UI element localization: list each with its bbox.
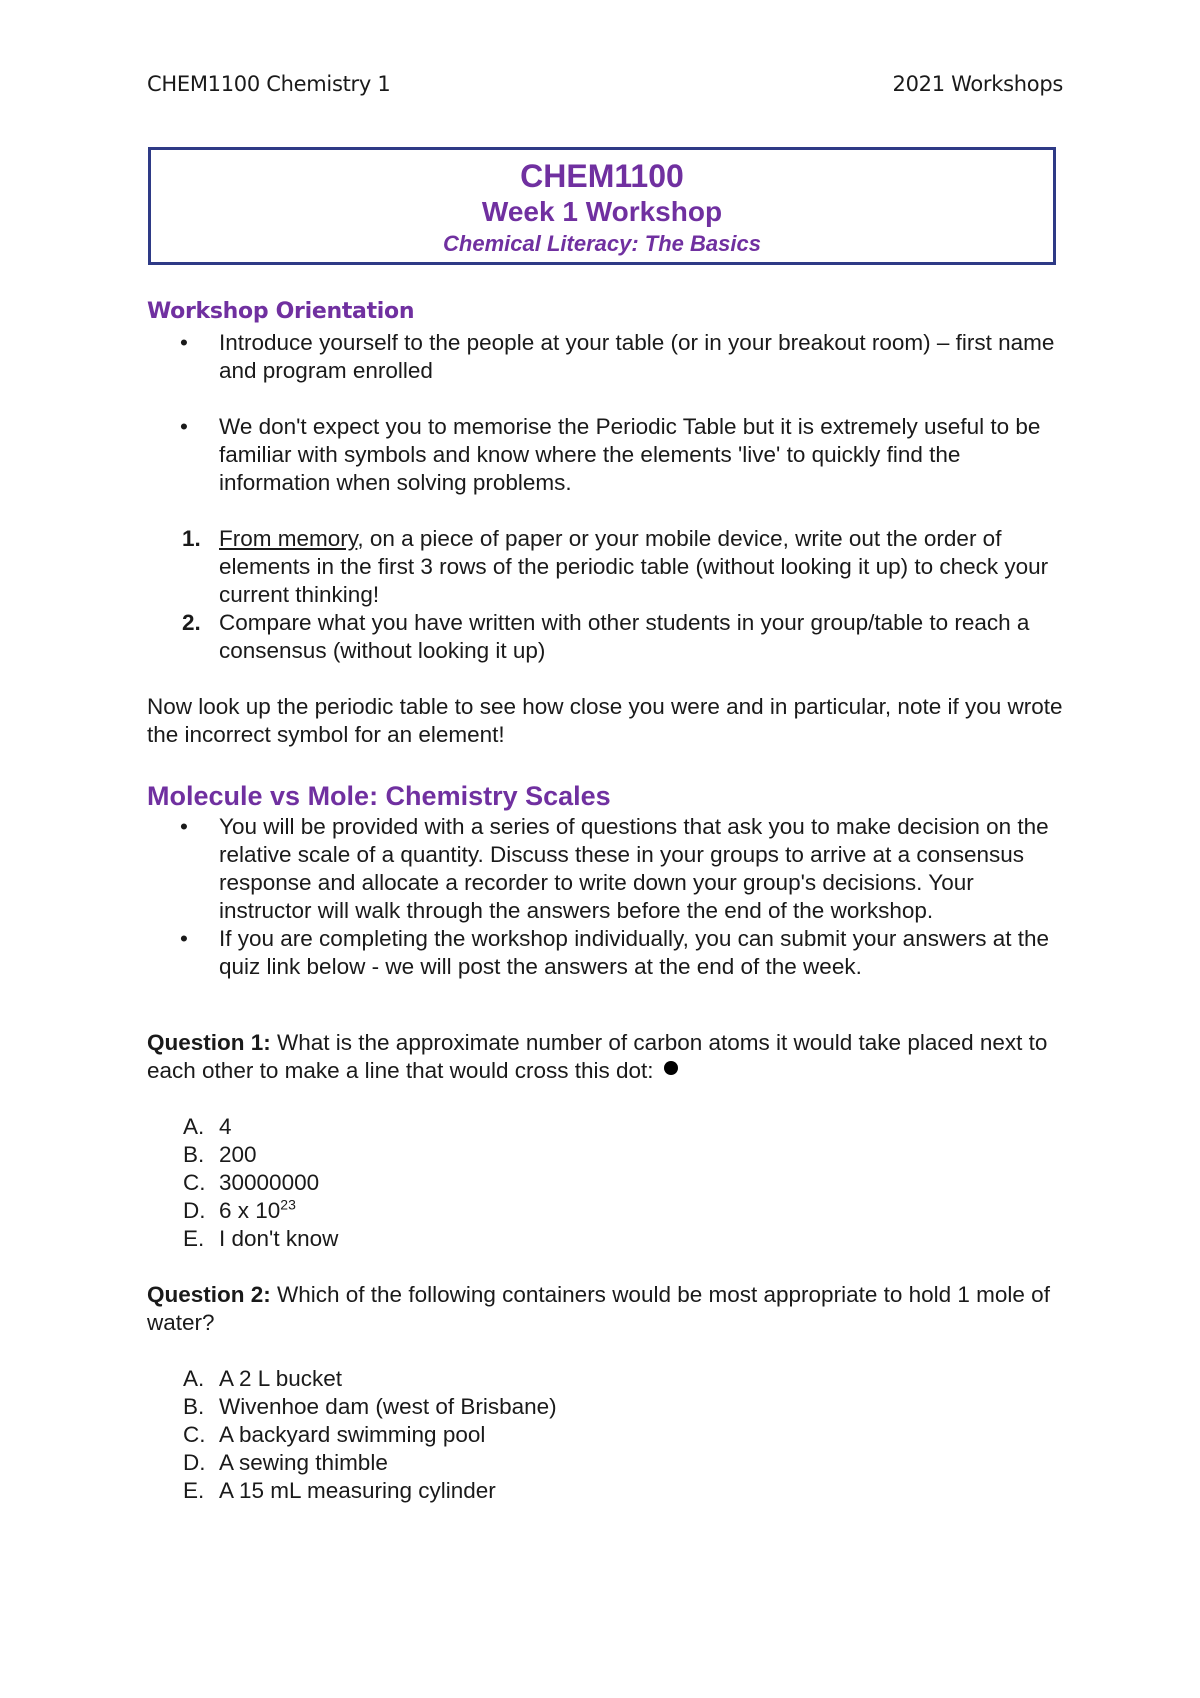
orientation-bullet-text: We don't expect you to memorise the Periodic Table but it is extremely useful to be familiar with symbols and know where the elements 'live' to quickly find the information when solving problems.	[219, 414, 1041, 495]
section-bullet-text: You will be provided with a series of questions that ask you to make decision on the relative scale of a quantity. Discuss these in your groups to arrive at a consensus response and allocate a recorder to write down your group's decisions. Your instructor will walk through the answers before the end of the workshop.	[219, 814, 1049, 923]
step-text: Compare what you have written with other students in your group/table to reach a consensus (without looking it up)	[219, 610, 1030, 663]
question-text: What is the approximate number of carbon atoms it would take placed next to each other to make a line that would cross this dot:	[147, 1030, 1048, 1083]
orientation-bullet	[147, 413, 1067, 497]
answer-option[interactable]	[147, 1449, 1067, 1477]
option-text: A sewing thimble	[219, 1450, 388, 1475]
section-bullet	[147, 813, 1067, 925]
title-week: Week 1 Workshop	[481, 196, 723, 227]
section-bullet-text: If you are completing the workshop individually, you can submit your answers at the quiz link below - we will post the answers at the end of the week.	[219, 926, 1050, 979]
step-underlined-text: From memory	[219, 526, 358, 551]
option-text: I don't know	[219, 1226, 339, 1251]
step-text: , on a piece of paper or your mobile device, write out the order of elements in the first 3 rows of the periodic table (without looking it up) to check your current thinking!	[219, 526, 1049, 607]
document-body	[147, 295, 1067, 1505]
question-label: Question 1:	[147, 1030, 271, 1055]
section-heading: Molecule vs Mole: Chemistry Scales	[147, 781, 611, 811]
orientation-heading: Workshop Orientation	[147, 299, 415, 324]
step-number: 2.	[182, 610, 201, 635]
option-letter: E.	[183, 1226, 205, 1251]
answer-option[interactable]	[147, 1169, 1067, 1197]
option-text: A 2 L bucket	[219, 1366, 343, 1391]
orientation-bullet-text: Introduce yourself to the people at your table (or in your breakout room) – first name and program enrolled	[219, 330, 1055, 383]
option-letter: B.	[183, 1394, 205, 1419]
option-letter: D.	[183, 1450, 206, 1475]
option-letter: A.	[183, 1114, 205, 1139]
bullet-icon: •	[180, 814, 188, 839]
bullet-icon: •	[180, 926, 188, 951]
option-letter: C.	[183, 1170, 206, 1195]
answer-option[interactable]	[147, 1197, 1067, 1225]
option-text: 200	[219, 1142, 257, 1167]
option-letter: E.	[183, 1478, 205, 1503]
bullet-icon: •	[180, 330, 188, 355]
answer-option[interactable]	[147, 1477, 1067, 1505]
answer-option[interactable]	[147, 1113, 1067, 1141]
option-exponent: 23	[280, 1196, 296, 1213]
option-letter: C.	[183, 1422, 206, 1447]
question-2	[147, 1281, 1067, 1337]
step-number: 1.	[182, 526, 201, 551]
answer-option[interactable]	[147, 1421, 1067, 1449]
option-letter: B.	[183, 1142, 205, 1167]
question-1	[147, 1029, 1067, 1085]
black-dot-icon	[664, 1061, 678, 1075]
question-1-options	[147, 1113, 1067, 1253]
orientation-followup: Now look up the periodic table to see how close you were and in particular, note if you wrote the incorrect symbol for an element!	[147, 694, 1063, 747]
bullet-icon: •	[180, 414, 188, 439]
option-letter: D.	[183, 1198, 206, 1223]
orientation-step	[147, 525, 1067, 609]
question-text: Which of the following containers would be most appropriate to hold 1 mole of water?	[147, 1282, 1050, 1335]
option-text: 4	[219, 1114, 232, 1139]
option-text: A backyard swimming pool	[219, 1422, 486, 1447]
option-text: 6 x 10	[219, 1198, 281, 1223]
title-course: CHEM1100	[520, 158, 684, 194]
question-label: Question 2:	[147, 1282, 271, 1307]
orientation-bullet	[147, 329, 1067, 385]
answer-option[interactable]	[147, 1393, 1067, 1421]
option-text: Wivenhoe dam (west of Brisbane)	[219, 1394, 557, 1419]
answer-option[interactable]	[147, 1225, 1067, 1253]
answer-option[interactable]	[147, 1365, 1067, 1393]
title-box	[148, 147, 1056, 265]
option-letter: A.	[183, 1366, 205, 1391]
header-course: CHEM1100 Chemistry 1	[147, 72, 391, 96]
header-year: 2021 Workshops	[892, 72, 1063, 96]
question-2-options	[147, 1365, 1067, 1505]
option-text: A 15 mL measuring cylinder	[219, 1478, 496, 1503]
section-bullet	[147, 925, 1067, 981]
orientation-step	[147, 609, 1067, 665]
title-topic: Chemical Literacy: The Basics	[443, 231, 761, 256]
answer-option[interactable]	[147, 1141, 1067, 1169]
option-text: 30000000	[219, 1170, 320, 1195]
